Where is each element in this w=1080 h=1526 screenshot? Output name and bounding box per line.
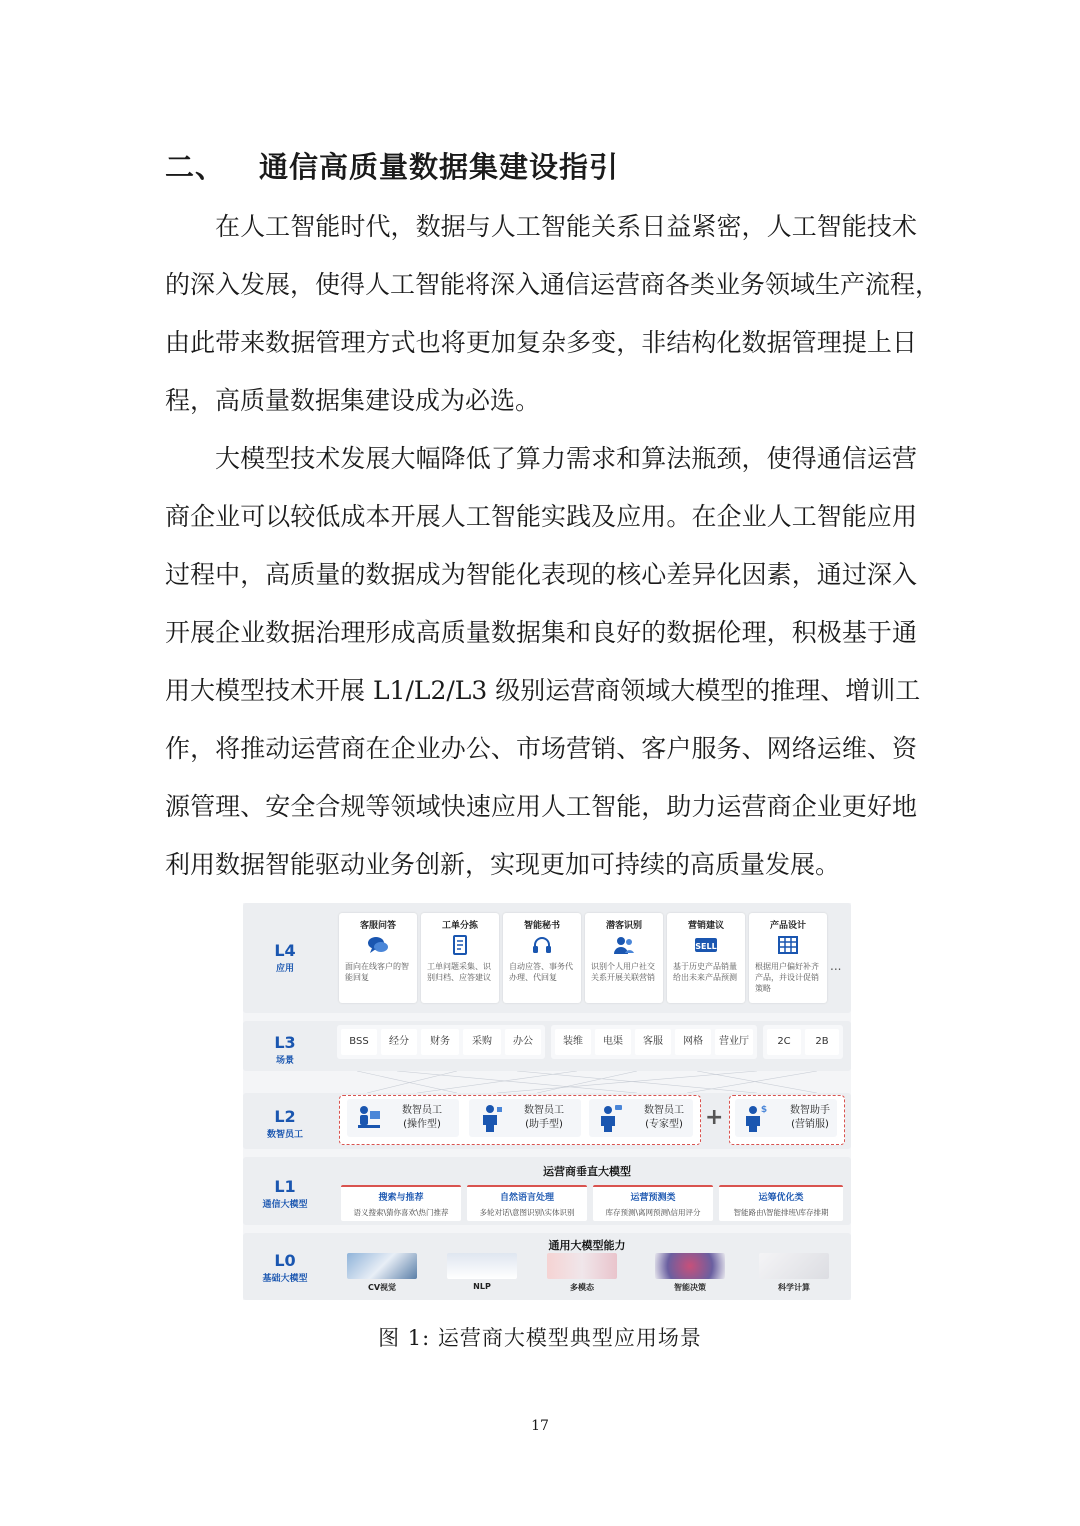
app-description: 识别个人用户社交关系开展关联营销 (591, 962, 655, 982)
layer-code: L3 (274, 1033, 296, 1052)
layer-l0-label (243, 1251, 327, 1284)
text-line: 大模型技术发展大幅降低了算力需求和算法瓶颈，使得通信运营 (215, 444, 917, 473)
app-card (667, 913, 745, 1003)
assistant-type: (营销服) (791, 1119, 829, 1130)
app-description: 工单问题采集、识别归档、应答建议 (427, 962, 491, 982)
cv-vision-thumbnail (347, 1253, 417, 1279)
capability-label: CV视觉 (367, 1283, 397, 1292)
nlp-thumbnail (447, 1253, 517, 1279)
capability-head: 自然语言处理 (499, 1193, 554, 1203)
layer-code: L0 (274, 1251, 296, 1270)
capability-head: 运筹优化类 (758, 1193, 804, 1203)
marketing-person-icon (743, 1103, 769, 1133)
plus-sign: + (705, 1105, 724, 1130)
scene-chip: 装维 (555, 1029, 591, 1055)
app-card (749, 913, 827, 1003)
capability-box (341, 1185, 461, 1221)
scene-chip: 营业厅 (715, 1029, 753, 1055)
vertical-model-title: 运营商垂直大模型 (543, 1165, 631, 1178)
app-title: 产品设计 (769, 921, 806, 931)
scene-chip: 经分 (381, 1029, 417, 1055)
scene-chip: 办公 (505, 1029, 541, 1055)
text-line: 过程中，高质量的数据成为智能化表现的核心差异化因素，通过深入 (165, 560, 917, 589)
layer-l2-band (243, 1093, 851, 1149)
scene-chip: 电渠 (595, 1029, 631, 1055)
section-title: 通信高质量数据集建设指引 (259, 150, 620, 184)
layer-l4-band (243, 903, 851, 1013)
digital-employee (589, 1099, 693, 1137)
more-ellipsis: ... (830, 959, 842, 973)
layer-l3-band (243, 1021, 851, 1071)
operator-desk-icon (355, 1103, 381, 1133)
capability-label: 智能决策 (674, 1283, 706, 1292)
app-description: 基于历史产品销量给出未来产品预测 (673, 962, 737, 982)
section-number: 二、 (165, 150, 226, 184)
text-line: 商企业可以较低成本开展人工智能实践及应用。在企业人工智能应用 (165, 502, 917, 531)
assistant-name: 数智助手 (790, 1105, 830, 1116)
app-title: 工单分拣 (441, 921, 478, 931)
capability-head: 运营预测类 (630, 1193, 676, 1203)
app-description: 面向在线客户的智能回复 (345, 962, 409, 982)
expert-person-icon (597, 1103, 623, 1133)
app-description: 自动应答、事务代办理、代回复 (509, 962, 573, 982)
app-title: 智能秘书 (523, 921, 560, 931)
employee-name: 数智员工 (644, 1105, 684, 1116)
layer-name: 场景 (275, 1056, 294, 1066)
general-model-title: 通用大模型能力 (548, 1239, 626, 1252)
employee-type: (助手型) (525, 1119, 563, 1130)
layer-code: L1 (274, 1177, 296, 1196)
scene-chip: BSS (341, 1029, 377, 1055)
layer-l1-label (243, 1177, 327, 1210)
layer-l4-label (243, 941, 327, 974)
capability-box (719, 1185, 843, 1221)
paragraph-2 (165, 430, 921, 894)
app-card (503, 913, 581, 1003)
text-line: 程，高质量数据集建设成为必选。 (165, 386, 541, 415)
layer-code: L2 (274, 1107, 296, 1126)
users-icon (613, 935, 635, 955)
sell-tag-icon (695, 935, 717, 955)
capability-box (593, 1185, 713, 1221)
text-line: 在人工智能时代，数据与人工智能关系日益紧密，人工智能技术 (215, 212, 917, 241)
capability-detail: 多轮对话\意图识别\实体识别 (479, 1208, 575, 1217)
capability-box (467, 1185, 587, 1221)
capability-detail: 语义搜索\猜你喜欢\热门推荐 (353, 1208, 449, 1217)
text-line: 源管理、安全合规等领域快速应用人工智能，助力运营商企业更好地 (165, 792, 917, 821)
scene-chip: 客服 (635, 1029, 671, 1055)
decision-thumbnail (655, 1253, 725, 1279)
app-card (585, 913, 663, 1003)
capability-head: 搜索与推荐 (378, 1193, 424, 1203)
layer-l3-label (243, 1033, 327, 1066)
app-title: 潜客识别 (605, 921, 642, 931)
headset-icon (531, 935, 553, 955)
employee-name: 数智员工 (524, 1105, 564, 1116)
science-thumbnail (759, 1253, 829, 1279)
layer-name: 通信大模型 (262, 1200, 308, 1210)
layer-name: 应用 (275, 964, 294, 974)
employee-name: 数智员工 (402, 1105, 442, 1116)
app-title: 客服问答 (359, 921, 396, 931)
app-description: 根据用户偏好补齐产品，并设计促销策略 (755, 962, 819, 993)
app-card (339, 913, 417, 1003)
figure-caption: 图 1: 运营商大模型典型应用场景 (378, 1326, 702, 1350)
scene-chip: 财务 (421, 1029, 459, 1055)
capability-detail: 智能路由\智能排班\库存排期 (733, 1208, 829, 1217)
digital-assistant (735, 1099, 837, 1137)
app-card (421, 913, 499, 1003)
document-icon (449, 935, 471, 955)
architecture-figure (243, 903, 851, 1300)
chat-bubbles-icon (367, 935, 389, 955)
assistant-person-icon (477, 1103, 503, 1133)
capability-label: NLP (473, 1282, 491, 1291)
text-line: 用大模型技术开展 L1/L2/L3 级别运营商领域大模型的推理、增训工 (165, 676, 921, 705)
page-number: 17 (531, 1418, 549, 1434)
text-line: 由此带来数据管理方式也将更加复杂多变，非结构化数据管理提上日 (165, 328, 917, 357)
grid-table-icon (777, 935, 799, 955)
digital-employee (347, 1099, 459, 1137)
layer-l0-band (243, 1233, 851, 1300)
text-line: 利用数据智能驱动业务创新，实现更加可持续的高质量发展。 (165, 850, 841, 879)
app-title: 营销建议 (687, 921, 724, 931)
svg-text:$: $ (760, 1105, 768, 1115)
text-line: 作，将推动运营商在企业办公、市场营销、客户服务、网络运维、资 (165, 734, 917, 763)
digital-employee (469, 1099, 581, 1137)
layer-name: 数智员工 (266, 1130, 303, 1140)
paragraph-1 (165, 198, 941, 430)
capability-detail: 库存预测\离网预测\信用评分 (605, 1208, 701, 1217)
layer-l2-label (243, 1107, 327, 1140)
layer-code: L4 (274, 941, 296, 960)
capability-label: 多模态 (570, 1283, 594, 1292)
employee-type: (专家型) (645, 1119, 683, 1130)
connector-lines (337, 1071, 845, 1093)
text-line: 的深入发展，使得人工智能将深入通信运营商各类业务领域生产流程， (165, 270, 941, 299)
scene-chip: 2B (805, 1029, 839, 1055)
scene-chip: 2C (767, 1029, 801, 1055)
text-line: 开展企业数据治理形成高质量数据集和良好的数据伦理，积极基于通 (165, 618, 917, 647)
employee-type: (操作型) (403, 1119, 441, 1130)
section-heading (165, 145, 619, 186)
capability-label: 科学计算 (778, 1283, 810, 1292)
multimodal-thumbnail (547, 1253, 617, 1279)
scene-chip: 采购 (463, 1029, 501, 1055)
svg-text:SELL: SELL (695, 942, 717, 951)
scene-chip: 网格 (675, 1029, 711, 1055)
layer-name: 基础大模型 (262, 1274, 308, 1284)
layer-l1-band (243, 1157, 851, 1225)
